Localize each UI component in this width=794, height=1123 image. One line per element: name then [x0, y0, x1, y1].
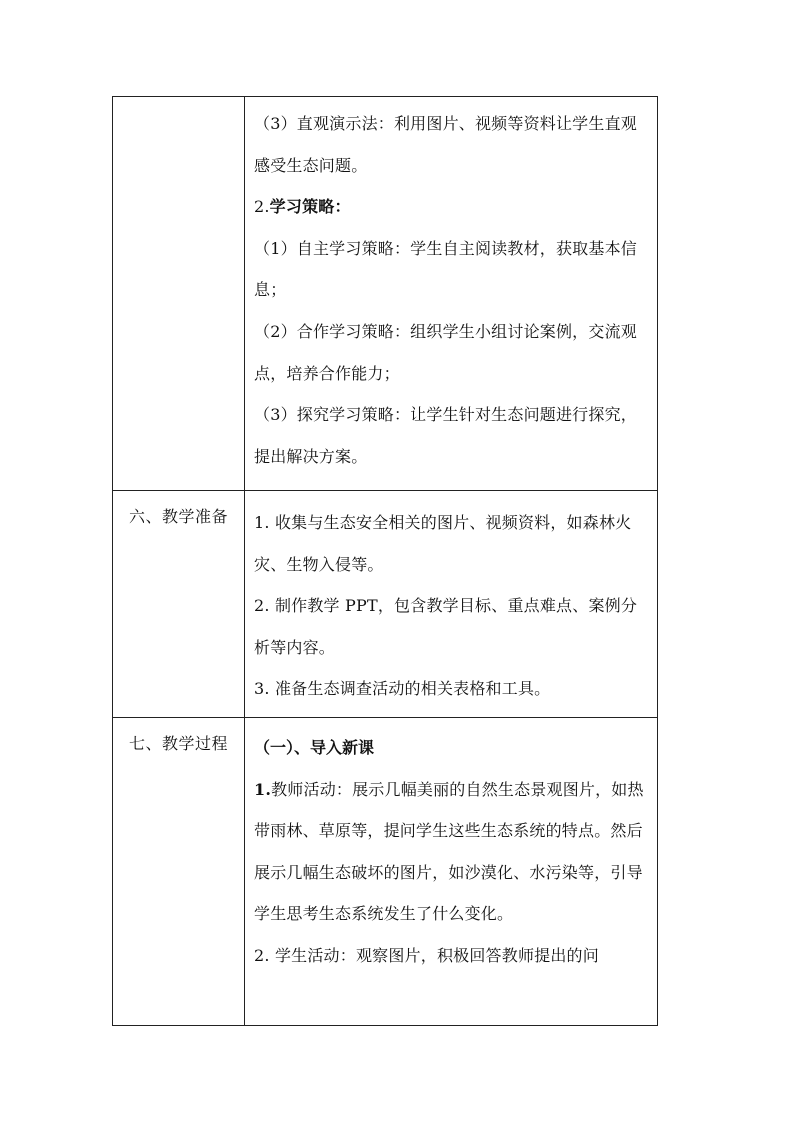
- teaching-method-item: （3）直观演示法：利用图片、视频等资料让学生直观感受生态问题。: [254, 114, 637, 175]
- process-item-number: 1.: [254, 779, 272, 799]
- strategy-heading: [254, 186, 651, 228]
- label-cell: [113, 491, 245, 718]
- preparation-item: 1. 收集与生态安全相关的图片、视频资料，如森林火灾、生物入侵等。: [254, 513, 632, 574]
- strategy-item: （1）自主学习策略：学生自主阅读教材，获取基本信息；: [254, 238, 637, 300]
- row-label: [113, 97, 244, 113]
- table-row: [113, 718, 658, 1026]
- strategy-item: （3）探究学习策略：让学生针对生态问题进行探究，提出解决方案。: [254, 405, 637, 466]
- section-heading: （一）、导入新课: [254, 738, 375, 757]
- strategy-item: （2）合作学习策略：组织学生小组讨论案例，交流观点，培养合作能力；: [254, 321, 637, 383]
- content-cell: [245, 718, 658, 1026]
- table-row: [113, 97, 658, 491]
- content-cell: [245, 491, 658, 718]
- content-cell: [245, 97, 658, 491]
- process-item: 2. 学生活动：观察图片，积极回答教师提出的问: [254, 945, 599, 965]
- preparation-item: 3. 准备生态调查活动的相关表格和工具。: [254, 679, 551, 699]
- lesson-plan-table: [112, 96, 658, 1026]
- row-label: 七、教学过程: [128, 734, 228, 753]
- label-cell: [113, 718, 245, 1026]
- preparation-item: 2. 制作教学 PPT，包含教学目标、重点难点、案例分析等内容。: [254, 596, 638, 657]
- strategy-title: 学习策略：: [269, 197, 351, 217]
- process-item-text: 教师活动：展示几幅美丽的自然生态景观图片，如热带雨林、草原等，提问学生这些生态系统的特点。然后展示几幅生态破坏的图片，如沙漠化、水污染等，引导学生思考生态系统发生了什么变化。: [254, 779, 644, 924]
- row-label: 六、教学准备: [128, 507, 228, 526]
- table-row: [113, 491, 658, 718]
- process-item: [254, 769, 651, 935]
- strategy-number: 2.: [254, 197, 270, 217]
- label-cell: [113, 97, 245, 491]
